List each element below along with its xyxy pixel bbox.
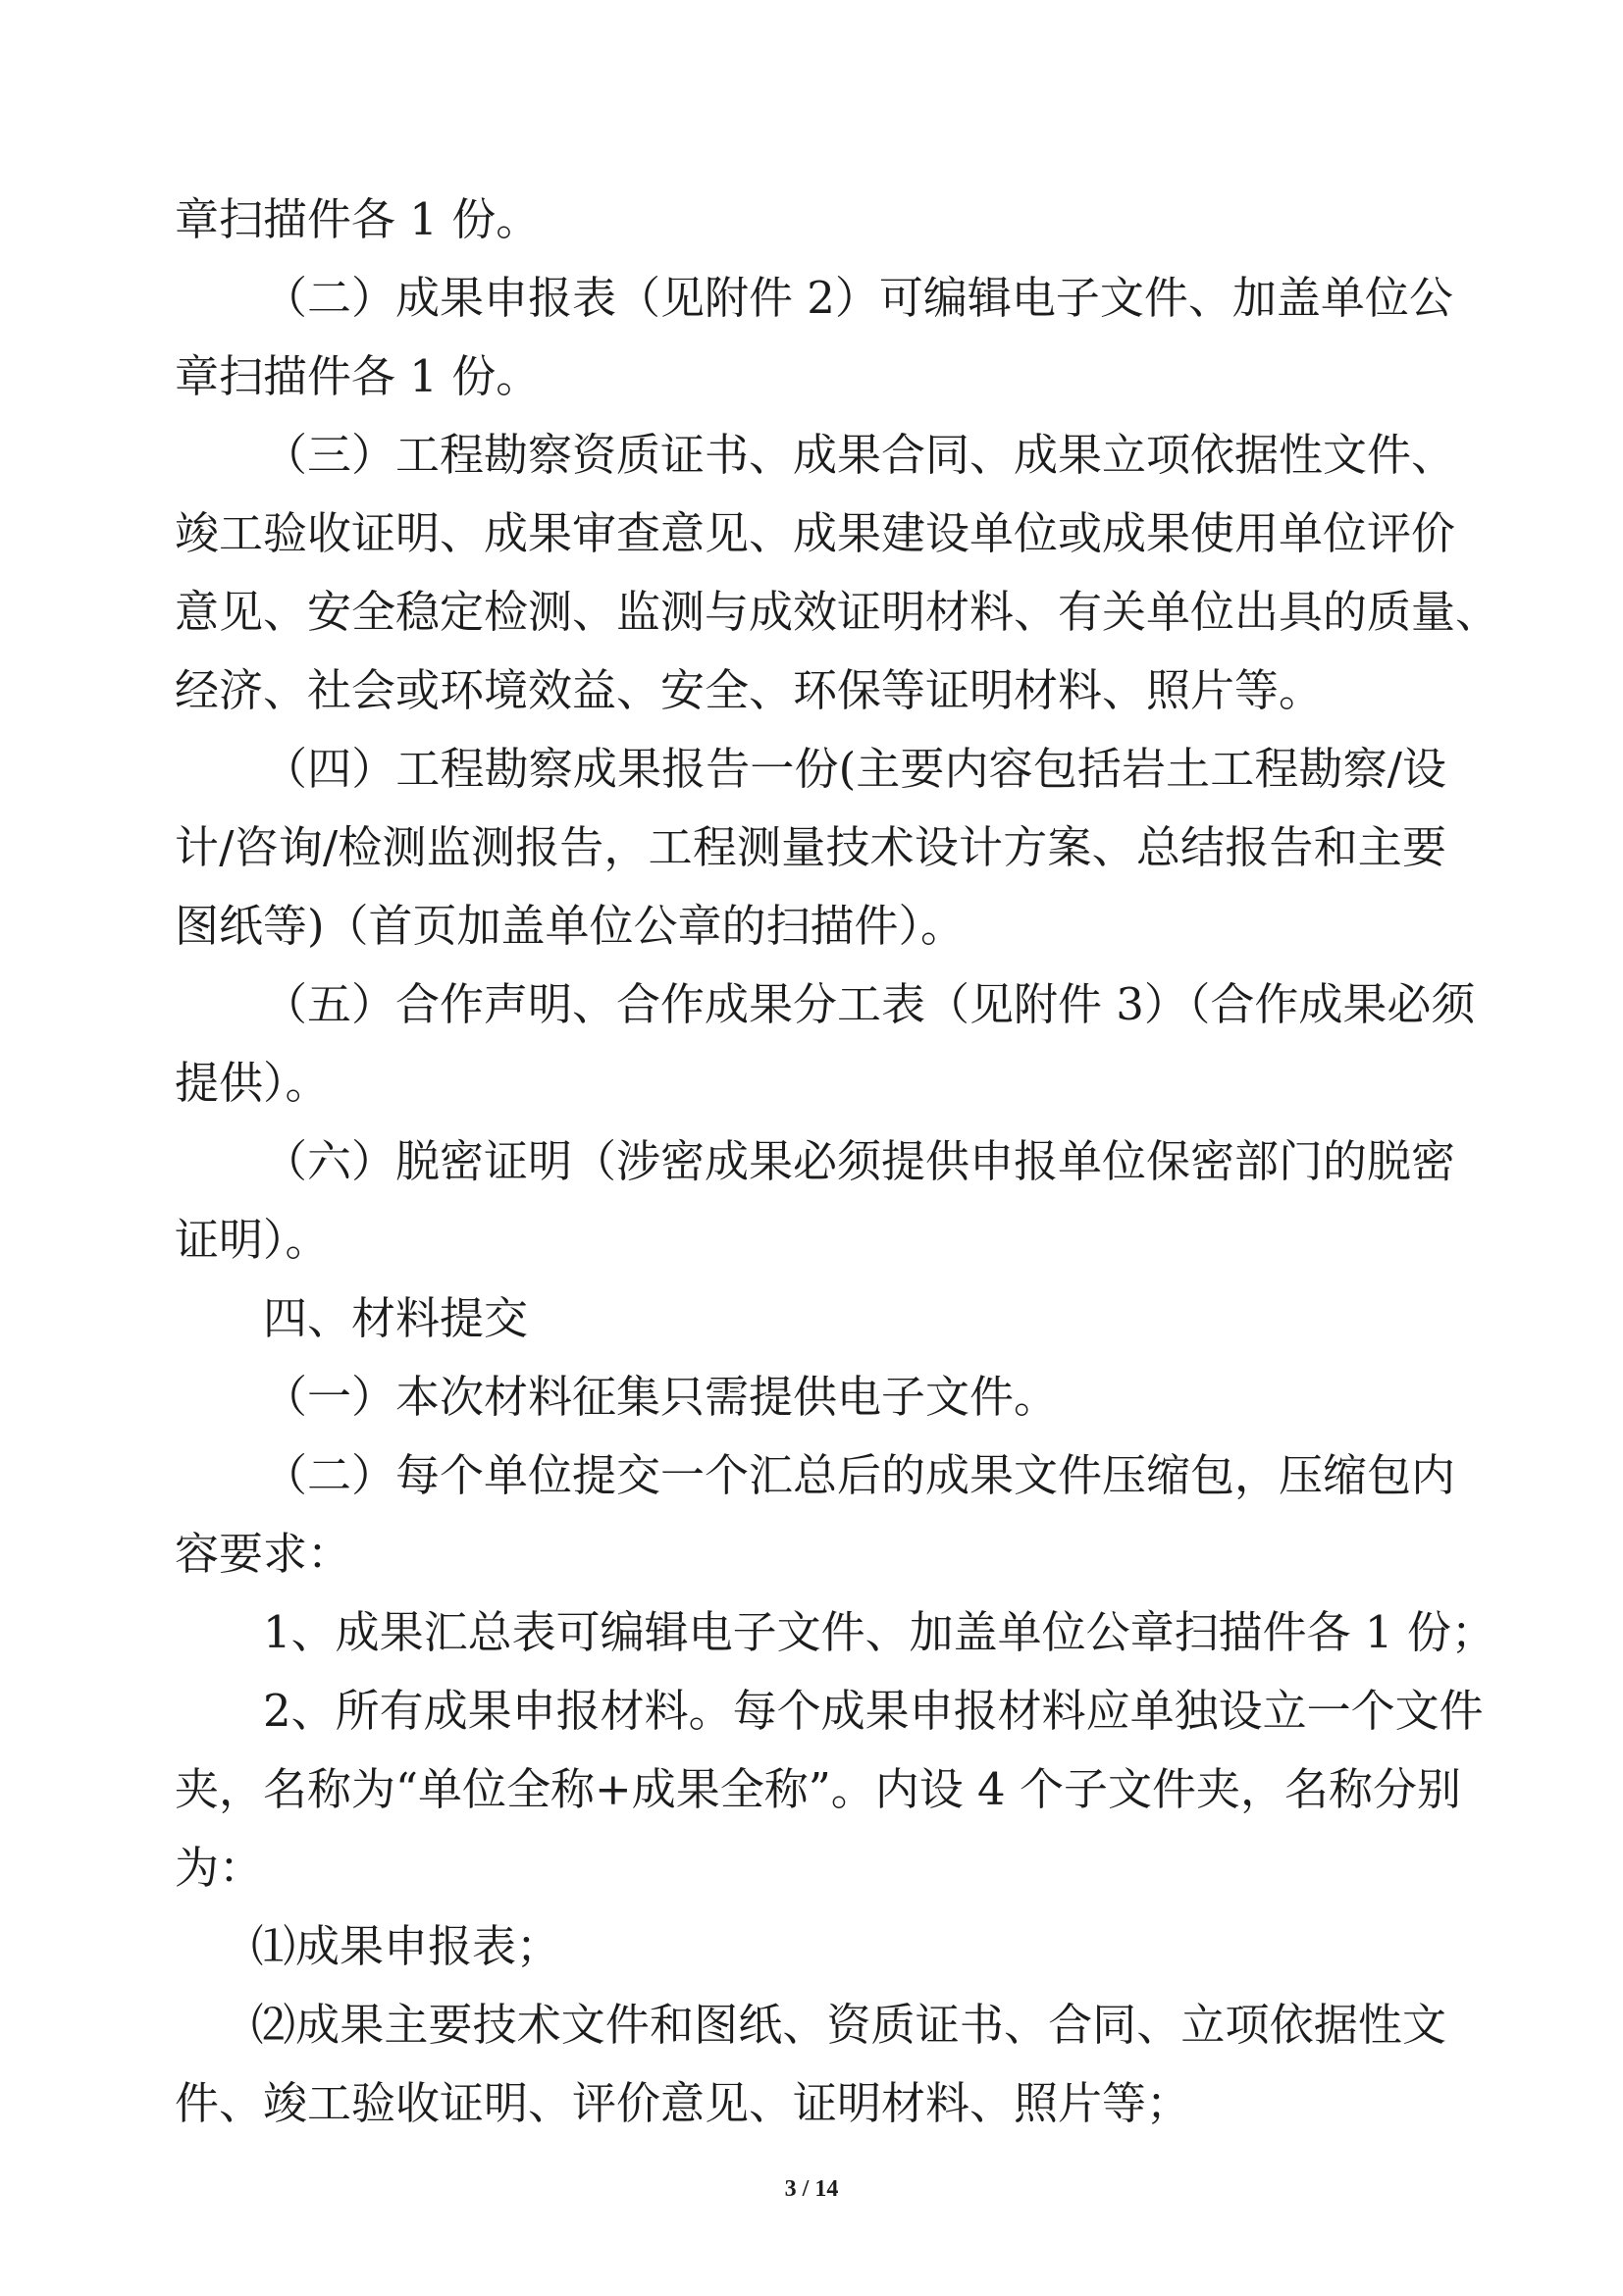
text-line: 2、所有成果申报材料。每个成果申报材料应单独设立一个文件 <box>263 1685 1484 1737</box>
text-line: 夹，名称为“单位全称+成果全称”。内设 4 个子文件夹，名称分别 <box>175 1763 1461 1815</box>
text-line: （三）工程勘察资质证书、成果合同、成果立项依据性文件、 <box>263 429 1456 481</box>
page-number: 3 / 14 <box>784 2176 839 2202</box>
text-line: （五）合作声明、合作成果分工表（见附件 3）（合作成果必须 <box>263 978 1476 1030</box>
text-line: 为： <box>175 1842 264 1894</box>
text-line: （六）脱密证明（涉密成果必须提供申报单位保密部门的脱密 <box>263 1135 1456 1187</box>
text-line: 意见、安全稳定检测、监测与成效证明材料、有关单位出具的质量、 <box>175 586 1500 638</box>
text-line: （四）工程勘察成果报告一份(主要内容包括岩土工程勘察/设 <box>263 743 1446 795</box>
text-line: 图纸等)（首页加盖单位公章的扫描件）。 <box>175 900 966 952</box>
text-line: ⑵成果主要技术文件和图纸、资质证书、合同、立项依据性文 <box>251 1999 1446 2051</box>
text-line: 章扫描件各 1 份。 <box>175 350 541 402</box>
text-line: （二）成果申报表（见附件 2）可编辑电子文件、加盖单位公 <box>263 272 1453 324</box>
text-line: （二）每个单位提交一个汇总后的成果文件压缩包，压缩包内 <box>263 1449 1456 1501</box>
section-heading: 四、材料提交 <box>263 1292 529 1344</box>
text-line: （一）本次材料征集只需提供电子文件。 <box>263 1371 1059 1423</box>
text-line: 容要求： <box>175 1528 352 1580</box>
text-line: 件、竣工验收证明、评价意见、证明材料、照片等； <box>175 2077 1191 2129</box>
text-line: 证明）。 <box>175 1214 330 1266</box>
text-line: 章扫描件各 1 份。 <box>175 193 541 245</box>
text-line: 计/咨询/检测监测报告，工程测量技术设计方案、总结报告和主要 <box>175 821 1446 873</box>
text-line: 经济、社会或环境效益、安全、环保等证明材料、照片等。 <box>175 664 1324 716</box>
text-line: 提供）。 <box>175 1057 330 1109</box>
text-line: ⑴成果申报表； <box>251 1920 561 1972</box>
text-line: 1、成果汇总表可编辑电子文件、加盖单位公章扫描件各 1 份； <box>263 1606 1495 1658</box>
text-line: 竣工验收证明、成果审查意见、成果建设单位或成果使用单位评价 <box>175 507 1456 559</box>
